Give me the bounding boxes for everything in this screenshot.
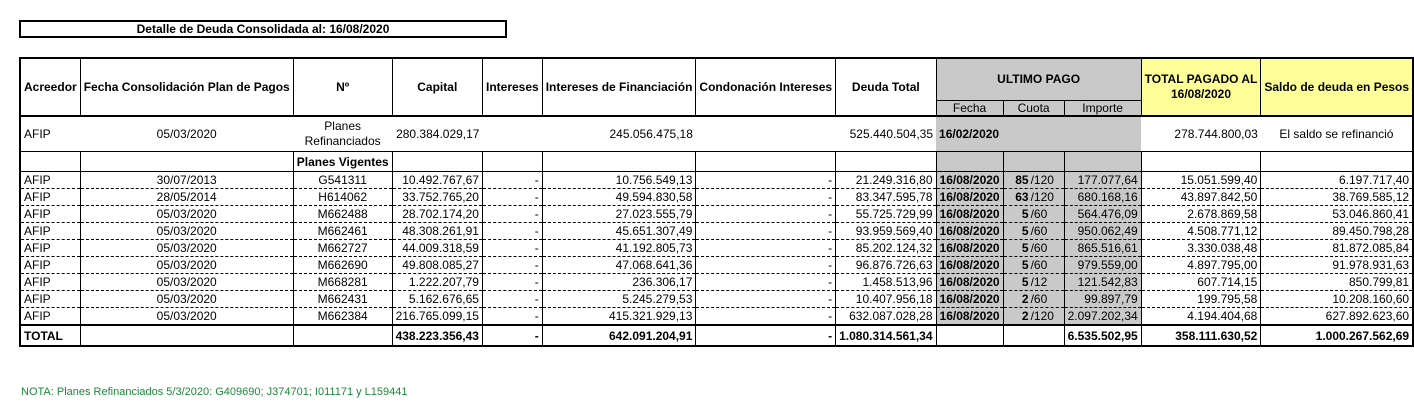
total-total-pagado: 358.111.630,52 bbox=[1141, 325, 1261, 346]
footnote: NOTA: Planes Refinanciados 5/3/2020: G409690; J374701; I011171 y L159441 bbox=[21, 386, 408, 398]
cell-intereses: - bbox=[482, 240, 542, 257]
cell-cuota bbox=[1003, 274, 1064, 291]
cell-fecha: 05/03/2020 bbox=[80, 223, 293, 240]
total-row bbox=[20, 325, 1413, 346]
cell-intereses: - bbox=[482, 274, 542, 291]
cuota-total: /120 bbox=[1030, 190, 1054, 204]
cell-intereses-fin: 47.068.641,36 bbox=[542, 257, 696, 274]
cell-capital: 44.009.318,59 bbox=[392, 240, 482, 257]
cell-condonacion: - bbox=[696, 189, 836, 206]
header-total-pagado bbox=[1141, 58, 1261, 116]
cell-fecha: 05/03/2020 bbox=[80, 116, 293, 152]
cell-capital: 49.808.085,27 bbox=[392, 257, 482, 274]
total-intereses: - bbox=[482, 325, 542, 346]
table-row bbox=[20, 308, 1413, 326]
cell-up-fecha: 16/08/2020 bbox=[936, 223, 1003, 240]
table-row bbox=[20, 223, 1413, 240]
cell-capital: 10.492.767,67 bbox=[392, 172, 482, 189]
cell-condonacion: - bbox=[696, 206, 836, 223]
cell-total-pagado: 4.897.795,00 bbox=[1141, 257, 1261, 274]
header-total-pagado-date: 16/08/2020 bbox=[1170, 87, 1232, 101]
cell-saldo: 850.799,81 bbox=[1261, 274, 1413, 291]
cell-up-fecha: 16/08/2020 bbox=[936, 308, 1003, 326]
header-deuda-total: Deuda Total bbox=[836, 58, 936, 116]
empty-cell bbox=[542, 152, 696, 172]
cell-acreedor: AFIP bbox=[20, 206, 80, 223]
cell-importe: 564.476,09 bbox=[1064, 206, 1141, 223]
cell-deuda-total: 85.202.124,32 bbox=[836, 240, 936, 257]
cell-total-pagado: 2.678.869,58 bbox=[1141, 206, 1261, 223]
cuota-number: 5 bbox=[1021, 258, 1029, 272]
cell-cuota bbox=[1003, 240, 1064, 257]
cuota-total: /60 bbox=[1030, 258, 1048, 272]
empty-cell bbox=[80, 325, 293, 346]
header-ultimo-pago: ULTIMO PAGO bbox=[936, 58, 1141, 100]
cuota-total: /60 bbox=[1030, 292, 1048, 306]
cell-fecha: 05/03/2020 bbox=[80, 308, 293, 326]
cell-fecha: 05/03/2020 bbox=[80, 206, 293, 223]
cell-cuota bbox=[1003, 223, 1064, 240]
table-row bbox=[20, 274, 1413, 291]
cell-up-fecha: 16/08/2020 bbox=[936, 189, 1003, 206]
total-deuda-total: 1.080.314.561,34 bbox=[836, 325, 936, 346]
cell-cuota bbox=[1003, 308, 1064, 326]
cell-condonacion: - bbox=[696, 223, 836, 240]
total-importe: 6.535.502,95 bbox=[1064, 325, 1141, 346]
debt-table bbox=[19, 57, 1414, 347]
cell-intereses-fin: 10.756.549,13 bbox=[542, 172, 696, 189]
header-intereses: Intereses bbox=[482, 58, 542, 116]
total-capital: 438.223.356,43 bbox=[392, 325, 482, 346]
cuota-total: /60 bbox=[1030, 207, 1048, 221]
cell-total-pagado: 15.051.599,40 bbox=[1141, 172, 1261, 189]
cuota-number: 85 bbox=[1015, 173, 1029, 187]
cell-acreedor: AFIP bbox=[20, 223, 80, 240]
table-row bbox=[20, 189, 1413, 206]
cuota-number: 2 bbox=[1021, 292, 1029, 306]
cell-importe: 177.077,64 bbox=[1064, 172, 1141, 189]
empty-cell bbox=[936, 325, 1003, 346]
cuota-number: 5 bbox=[1021, 241, 1029, 255]
cell-cuota bbox=[1003, 116, 1064, 152]
cell-intereses: - bbox=[482, 308, 542, 326]
cuota-total: /12 bbox=[1030, 275, 1048, 289]
cell-numero: Planes Refinanciados bbox=[293, 116, 392, 152]
cell-capital: 1.222.207,79 bbox=[392, 274, 482, 291]
empty-cell bbox=[293, 325, 392, 346]
cell-importe: 865.516,61 bbox=[1064, 240, 1141, 257]
cell-intereses: - bbox=[482, 189, 542, 206]
cell-cuota bbox=[1003, 257, 1064, 274]
cell-total-pagado: 4.508.771,12 bbox=[1141, 223, 1261, 240]
total-saldo: 1.000.267.562,69 bbox=[1315, 328, 1410, 343]
cell-ultimo-fecha: 16/02/2020 bbox=[936, 116, 1003, 152]
empty-cell bbox=[1003, 325, 1064, 346]
cell-cuota bbox=[1003, 172, 1064, 189]
cell-up-fecha: 16/08/2020 bbox=[936, 172, 1003, 189]
cell-up-fecha: 16/08/2020 bbox=[936, 291, 1003, 308]
section-row bbox=[20, 152, 1413, 172]
table-row bbox=[20, 291, 1413, 308]
report-title: Detalle de Deuda Consolidada al: 16/08/2020 bbox=[19, 20, 507, 38]
cell-condonacion bbox=[696, 116, 836, 152]
table-row bbox=[20, 257, 1413, 274]
cell-numero: M668281 bbox=[293, 274, 392, 291]
cell-numero: G541311 bbox=[293, 172, 392, 189]
cell-fecha: 05/03/2020 bbox=[80, 274, 293, 291]
cell-intereses: - bbox=[482, 291, 542, 308]
cell-saldo: 89.450.798,28 bbox=[1261, 223, 1413, 240]
cell-importe: 680.168,16 bbox=[1064, 189, 1141, 206]
cell-total-pagado: 607.714,15 bbox=[1141, 274, 1261, 291]
header-fecha: Fecha bbox=[936, 100, 1003, 116]
cuota-number: 5 bbox=[1021, 275, 1029, 289]
empty-cell bbox=[392, 152, 482, 172]
cell-numero: M662727 bbox=[293, 240, 392, 257]
cell-importe bbox=[1064, 116, 1141, 152]
cell-fecha: 05/03/2020 bbox=[80, 240, 293, 257]
cell-acreedor: AFIP bbox=[20, 189, 80, 206]
cell-deuda-total: 525.440.504,35 bbox=[836, 116, 936, 152]
cell-intereses-fin: 45.651.307,49 bbox=[542, 223, 696, 240]
cell-numero: M662461 bbox=[293, 223, 392, 240]
cell-total-pagado: 4.194.404,68 bbox=[1141, 308, 1261, 326]
total-intereses-fin: 642.091.204,91 bbox=[542, 325, 696, 346]
cell-intereses: - bbox=[482, 223, 542, 240]
header-cuota: Cuota bbox=[1003, 100, 1064, 116]
cell-acreedor: AFIP bbox=[20, 240, 80, 257]
cell-saldo: 53.046.860,41 bbox=[1261, 206, 1413, 223]
cell-condonacion: - bbox=[696, 257, 836, 274]
cell-cuota bbox=[1003, 189, 1064, 206]
cell-importe: 979.559,00 bbox=[1064, 257, 1141, 274]
cell-intereses-fin: 415.321.929,13 bbox=[542, 308, 696, 326]
cell-condonacion: - bbox=[696, 291, 836, 308]
empty-cell bbox=[936, 152, 1003, 172]
cell-condonacion: - bbox=[696, 240, 836, 257]
cell-intereses-fin: 27.023.555,79 bbox=[542, 206, 696, 223]
cuota-number: 2 bbox=[1021, 309, 1029, 323]
empty-cell bbox=[836, 152, 936, 172]
header-capital: Capital bbox=[392, 58, 482, 116]
cell-saldo: El saldo se refinanció bbox=[1261, 116, 1413, 152]
cuota-number: 63 bbox=[1015, 190, 1029, 204]
cell-condonacion: - bbox=[696, 308, 836, 326]
cell-saldo: 81.872.085,84 bbox=[1261, 240, 1413, 257]
table-row bbox=[20, 206, 1413, 223]
cell-total-pagado: 3.330.038,48 bbox=[1141, 240, 1261, 257]
cuota-total: /120 bbox=[1030, 173, 1054, 187]
cell-acreedor: AFIP bbox=[20, 116, 80, 152]
table-row bbox=[20, 172, 1413, 189]
cell-deuda-total: 1.458.513,96 bbox=[836, 274, 936, 291]
cell-deuda-total: 83.347.595,78 bbox=[836, 189, 936, 206]
cell-intereses-fin: 5.245.279,53 bbox=[542, 291, 696, 308]
empty-cell bbox=[1003, 152, 1064, 172]
cell-acreedor: AFIP bbox=[20, 291, 80, 308]
total-condonacion: - bbox=[696, 325, 836, 346]
cell-total-pagado: 43.897.842,50 bbox=[1141, 189, 1261, 206]
cell-numero: M662431 bbox=[293, 291, 392, 308]
cell-fecha: 30/07/2013 bbox=[80, 172, 293, 189]
cell-saldo: 627.892.623,60 bbox=[1261, 308, 1413, 326]
cell-numero: M662384 bbox=[293, 308, 392, 326]
cell-deuda-total: 96.876.726,63 bbox=[836, 257, 936, 274]
cell-up-fecha: 16/08/2020 bbox=[936, 240, 1003, 257]
cuota-total: /60 bbox=[1030, 224, 1048, 238]
total-label: TOTAL bbox=[20, 325, 80, 346]
header-acreedor: Acreedor bbox=[20, 58, 80, 116]
cell-saldo: 6.197.717,40 bbox=[1261, 172, 1413, 189]
cell-numero: M662488 bbox=[293, 206, 392, 223]
cuota-number: 5 bbox=[1021, 207, 1029, 221]
header-saldo: Saldo de deuda en Pesos bbox=[1261, 58, 1413, 116]
cell-deuda-total: 21.249.316,80 bbox=[836, 172, 936, 189]
cell-capital: 28.702.174,20 bbox=[392, 206, 482, 223]
cell-deuda-total: 55.725.729,99 bbox=[836, 206, 936, 223]
cell-importe: 121.542,83 bbox=[1064, 274, 1141, 291]
cell-intereses-fin: 245.056.475,18 bbox=[542, 116, 696, 152]
cell-acreedor: AFIP bbox=[20, 172, 80, 189]
cell-condonacion: - bbox=[696, 172, 836, 189]
cell-up-fecha: 16/08/2020 bbox=[936, 206, 1003, 223]
header-importe: Importe bbox=[1064, 100, 1141, 116]
cell-numero: H614062 bbox=[293, 189, 392, 206]
cell-importe: 99.897,79 bbox=[1064, 291, 1141, 308]
empty-cell bbox=[1141, 152, 1261, 172]
cell-saldo: 38.769.585,12 bbox=[1261, 189, 1413, 206]
cell-intereses: - bbox=[482, 206, 542, 223]
cell-importe: 950.062,49 bbox=[1064, 223, 1141, 240]
cell-acreedor: AFIP bbox=[20, 274, 80, 291]
empty-cell bbox=[482, 152, 542, 172]
cell-intereses-fin: 236.306,17 bbox=[542, 274, 696, 291]
empty-cell bbox=[696, 152, 836, 172]
header-condonacion: Condonación Intereses bbox=[696, 58, 836, 116]
cell-numero: M662690 bbox=[293, 257, 392, 274]
header-intereses-financiacion: Intereses de Financiación bbox=[542, 58, 696, 116]
cell-condonacion: - bbox=[696, 274, 836, 291]
cell-cuota bbox=[1003, 291, 1064, 308]
cell-saldo: 10.208.160,60 bbox=[1261, 291, 1413, 308]
cell-capital: 280.384.029,17 bbox=[392, 116, 482, 152]
cell-capital: 216.765.099,15 bbox=[392, 308, 482, 326]
cuota-total: /60 bbox=[1030, 241, 1048, 255]
cell-deuda-total: 93.959.569,40 bbox=[836, 223, 936, 240]
cell-capital: 48.308.261,91 bbox=[392, 223, 482, 240]
empty-cell bbox=[20, 152, 80, 172]
cell-acreedor: AFIP bbox=[20, 308, 80, 326]
cuota-number: 5 bbox=[1021, 224, 1029, 238]
empty-cell bbox=[80, 152, 293, 172]
cell-up-fecha: 16/08/2020 bbox=[936, 274, 1003, 291]
cell-intereses: - bbox=[482, 172, 542, 189]
cell-acreedor: AFIP bbox=[20, 257, 80, 274]
cell-capital: 33.752.765,20 bbox=[392, 189, 482, 206]
cell-capital: 5.162.676,65 bbox=[392, 291, 482, 308]
cell-fecha: 05/03/2020 bbox=[80, 257, 293, 274]
cell-intereses-fin: 49.594.830,58 bbox=[542, 189, 696, 206]
cell-intereses-fin: 41.192.805,73 bbox=[542, 240, 696, 257]
header-fecha-consolidacion: Fecha Consolidación Plan de Pagos bbox=[80, 58, 293, 116]
section-label: Planes Vigentes bbox=[293, 152, 392, 172]
header-total-pagado-line1: TOTAL PAGADO AL bbox=[1144, 72, 1258, 86]
empty-cell bbox=[1064, 152, 1141, 172]
cuota-total: /120 bbox=[1030, 309, 1054, 323]
cell-deuda-total: 10.407.956,18 bbox=[836, 291, 936, 308]
cell-up-fecha: 16/08/2020 bbox=[936, 257, 1003, 274]
cell-deuda-total: 632.087.028,28 bbox=[836, 308, 936, 326]
cell-cuota bbox=[1003, 206, 1064, 223]
cell-saldo: 91.978.931,63 bbox=[1261, 257, 1413, 274]
table-row bbox=[20, 240, 1413, 257]
cell-fecha: 05/03/2020 bbox=[80, 291, 293, 308]
cell-total-pagado: 278.744.800,03 bbox=[1141, 116, 1261, 152]
cell-intereses bbox=[482, 116, 542, 152]
cell-importe: 2.097.202,34 bbox=[1064, 308, 1141, 326]
header-numero: Nº bbox=[293, 58, 392, 116]
cell-intereses: - bbox=[482, 257, 542, 274]
cell-total-pagado: 199.795,58 bbox=[1141, 291, 1261, 308]
cell-fecha: 28/05/2014 bbox=[80, 189, 293, 206]
empty-cell bbox=[1261, 152, 1413, 172]
refinanciados-row bbox=[20, 116, 1413, 152]
